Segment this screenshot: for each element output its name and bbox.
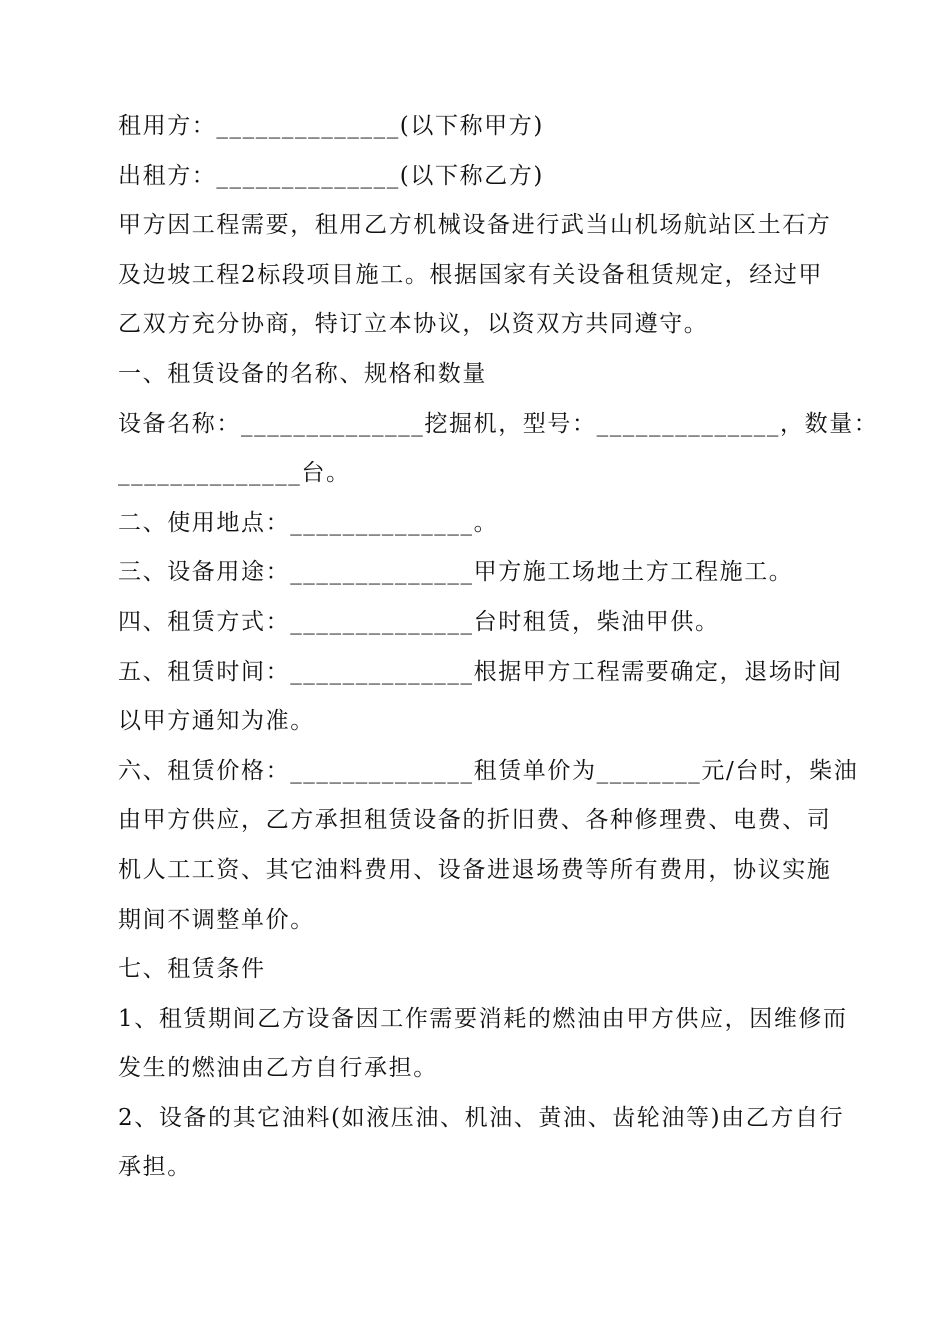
section-heading: 七、租赁条件: [118, 956, 266, 983]
equipment-line: 设备名称：______________挖掘机，型号：______________，数量：: [118, 410, 879, 437]
price-line: 六、租赁价格：______________租赁单价为________元/台时，柴油: [118, 757, 859, 784]
preamble-line: 乙双方充分协商，特订立本协议，以资双方共同遵守。: [118, 311, 709, 338]
lease-method-line: 四、租赁方式：______________台时租赁，柴油甲供。: [118, 608, 720, 635]
section-heading: 一、租赁设备的名称、规格和数量: [118, 360, 487, 387]
condition-line: 发生的燃油由乙方自行承担。: [118, 1055, 438, 1082]
price-line: 由甲方供应，乙方承担租赁设备的折旧费、各种修理费、电费、司: [118, 807, 832, 834]
location-line: 二、使用地点：______________。: [118, 509, 499, 536]
purpose-line: 三、设备用途：______________甲方施工场地土方工程施工。: [118, 559, 794, 586]
preamble-line: 甲方因工程需要，租用乙方机械设备进行武当山机场航站区土石方: [118, 212, 832, 239]
lessor-line: 出租方：______________(以下称乙方): [118, 162, 544, 189]
contract-body: [118, 102, 879, 1193]
condition-line: 2、设备的其它油料(如液压油、机油、黄油、齿轮油等)由乙方自行: [118, 1104, 845, 1131]
lease-time-line: 以甲方通知为准。: [118, 708, 315, 735]
price-line: 期间不调整单价。: [118, 906, 315, 933]
condition-line: 1、租赁期间乙方设备因工作需要消耗的燃油由甲方供应，因维修而: [118, 1005, 848, 1032]
equipment-line: ______________台。: [118, 460, 351, 487]
condition-line: 承担。: [118, 1154, 192, 1181]
lessee-line: 租用方：______________(以下称甲方): [118, 113, 544, 139]
price-line: 机人工工资、其它油料费用、设备进退场费等所有费用，协议实施: [118, 856, 832, 883]
lease-time-line: 五、租赁时间：______________根据甲方工程需要确定，退场时间: [118, 658, 843, 685]
preamble-line: 及边坡工程2标段项目施工。根据国家有关设备租赁规定，经过甲: [118, 261, 824, 288]
